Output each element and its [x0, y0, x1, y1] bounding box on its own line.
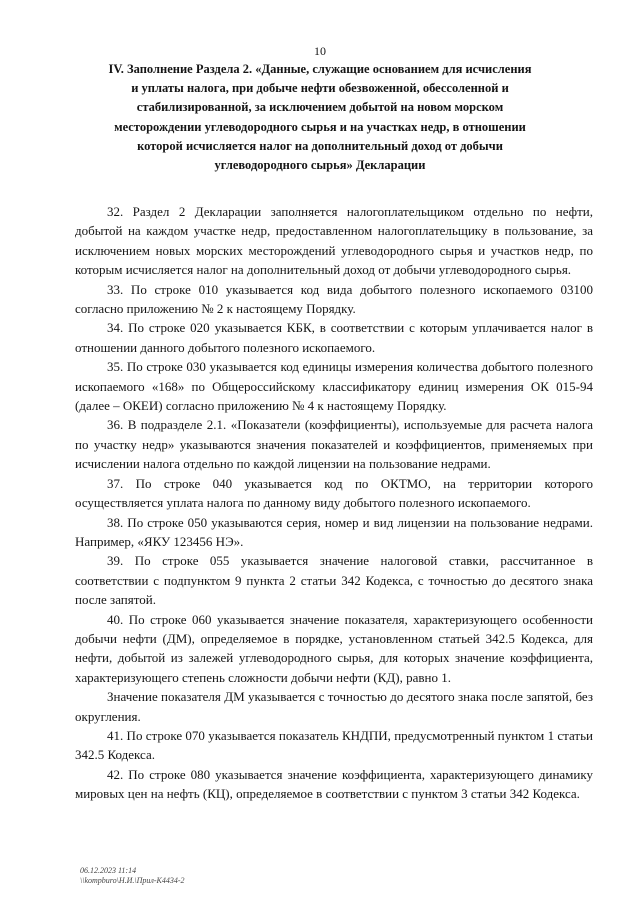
document-body	[75, 202, 593, 804]
paragraph-40: 40. По строке 060 указывается значение показателя, характеризующего особенности добычи нефти (ДМ), определяемое в порядке, установленном статьей 342.5 Кодекса, для нефти, добытой из залежей углеводородного сырья, для которых значение коэффициента, характеризующего степень сложности добычи нефти (КД), равно 1.	[75, 611, 593, 685]
paragraph-34: 34. По строке 020 указывается КБК, в соответствии с которым уплачивается налог в отношении данного добытого полезного ископаемого.	[75, 320, 593, 355]
footer-file-path: \\kompburo\Н.И.\Прил-К4434-2	[80, 876, 185, 885]
file-footer	[80, 866, 185, 886]
paragraph-39: 39. По строке 055 указывается значение налоговой ставки, рассчитанное в соответствии с подпунктом 9 пункта 2 статьи 342 Кодекса, с точностью до десятого знака после запятой.	[75, 553, 593, 608]
paragraph-40-note: Значение показателя ДМ указывается с точностью до десятого знака после запятой, без округления.	[75, 689, 593, 724]
page-number: 10	[314, 44, 326, 58]
paragraph-35: 35. По строке 030 указывается код единицы измерения количества добытого полезного ископаемого «168» по Общероссийскому классификатору единиц измерения ОК 015-94 (далее – ОКЕИ) согласно приложению № 4 к настоящему Порядку.	[75, 359, 593, 414]
paragraph-33: 33. По строке 010 указывается код вида добытого полезного ископаемого 03100 согласно приложению № 2 к настоящему Порядку.	[75, 281, 593, 317]
paragraph-37: 37. По строке 040 указывается код по ОКТМО, на территории которого осуществляется уплата налога по данному виду добытого полезного ископаемого.	[75, 475, 593, 511]
section-heading: IV. Заполнение Раздела 2. «Данные, служащие основанием для исчисления и уплаты налога, при добыче нефти обезвоженной, обессоленной и стабилизированной, за исключением добытой на новом морском месторождении углеводородного сырья и на участках недр, в отношении которой исчисляется налог на дополнительный доход от добычи углеводородного сырья» Декларации	[108, 62, 532, 173]
paragraph-38: 38. По строке 050 указываются серия, номер и вид лицензии на пользование недрами. Например, «ЯКУ 123456 НЭ».	[75, 514, 593, 549]
paragraph-32: 32. Раздел 2 Декларации заполняется налогоплательщиком отдельно по нефти, добытой на каждом участке недр, предоставленном налогоплательщику в пользование, за исключением новых морских месторождений углеводородного сырья и участков недр, по которым исчисляется налог на дополнительный доход от добычи углеводородного сырья.	[75, 204, 593, 278]
paragraph-36: 36. В подразделе 2.1. «Показатели (коэффициенты), используемые для расчета налога по участку недр» указываются значения показателей и коэффициентов, применяемых при исчислении налога отдельно по каждой лицензии на пользование недрами.	[75, 417, 593, 472]
paragraph-42: 42. По строке 080 указывается значение коэффициента, характеризующего динамику мировых цен на нефть (КЦ), определяемое в соответствии с пунктом 3 статьи 342 Кодекса.	[75, 766, 593, 802]
footer-timestamp: 06.12.2023 11:14	[80, 866, 137, 875]
paragraph-41: 41. По строке 070 указывается показатель КНДПИ, предусмотренный пунктом 1 статьи 342.5 Кодекса.	[75, 727, 593, 763]
